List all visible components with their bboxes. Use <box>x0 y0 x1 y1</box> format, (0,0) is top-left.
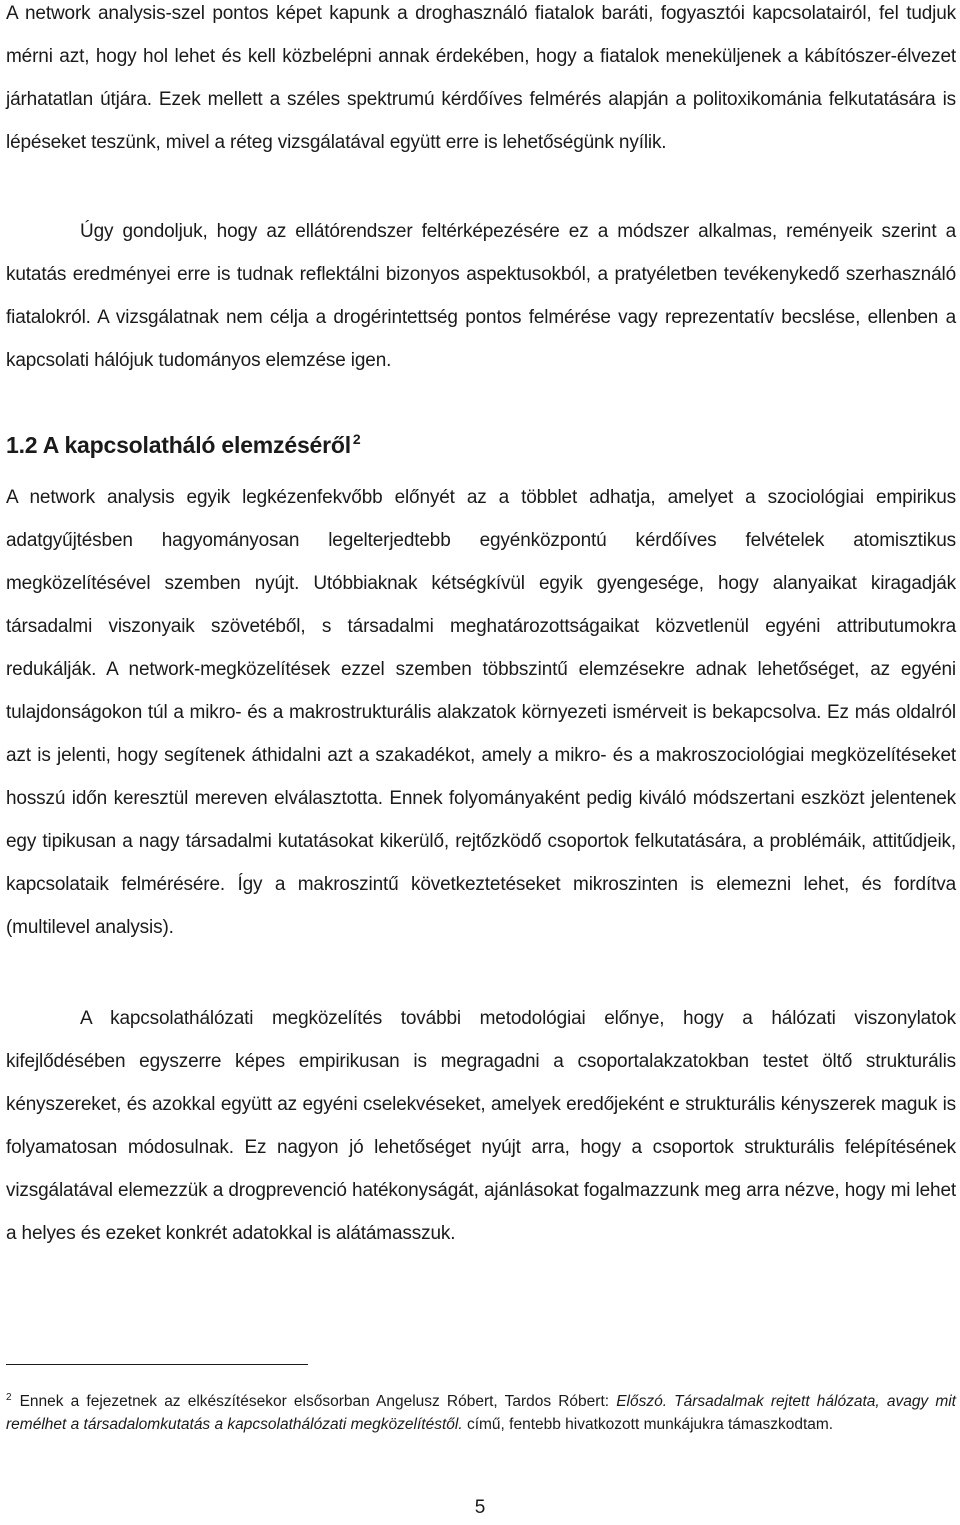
footnote <box>6 1390 956 1436</box>
body-paragraph: A network analysis-szel pontos képet kapunk a droghasználó fiatalok baráti, fogyasztói kapcsolatairól, fel tudjuk mérni azt, hogy hol lehet és kell közbelépni annak érdekében, hogy a fiatalok meneküljenek a kábítószer-élvezet járhatatlan útjára. Ezek mellett a széles spektrumú kérdőíves felmérés alapján a politoxikománia felkutatására is lépéseket teszünk, mivel a réteg vizsgálatával együtt erre is lehetőségünk nyílik. <box>6 3 956 153</box>
section-heading <box>6 425 361 465</box>
body-paragraph: A kapcsolathálózati megközelítés további metodológiai előnye, hogy a hálózati viszonylatok kifejlődésében egyszerre képes empirikusan is megragadni a csoportalakzatokban testet öltő strukturális kényszereket, és azokkal együtt az egyéni cselekvéseket, amelyek eredőjeként e strukturális kényszerek maguk is folyamatosan módosulnak. Ez nagyon jó lehetőséget nyújt arra, hogy a csoportok strukturális felépítésének vizsgálatával elemezzük a drogprevenció hatékonyságát, ajánlásokat fogalmazzunk meg arra nézve, hogy mi lehet a helyes és ezeket konkrét adatokkal is alátámasszuk. <box>6 1008 956 1244</box>
footnote-cited-title: Előszó. Társadalmak rejtett hálózata, avagy mit remélhet a társadalomkutatás a kapcsolathálózati megközelítéstől. <box>6 1393 956 1433</box>
footnote-text: című, fentebb hivatkozott munkájukra támaszkodtam. <box>462 1416 834 1433</box>
footnote-separator <box>6 1364 308 1365</box>
footnote-text: Ennek a fejezetnek az elkészítésekor elsősorban Angelusz Róbert, Tardos Róbert: <box>19 1393 617 1410</box>
footnote-number: 2 <box>6 1391 12 1403</box>
page-number: 5 <box>474 1497 486 1518</box>
footnote-reference: 2 <box>352 431 361 448</box>
body-paragraph: Úgy gondoljuk, hogy az ellátórendszer feltérképezésére ez a módszer alkalmas, reményeik szerint a kutatás eredményei erre is tudnak reflektálni bizonyos aspektusokból, a pratyéletben tevékenykedő szerhasználó fiatalokról. A vizsgálatnak nem célja a drogérintettség pontos felmérése vagy reprezentatív becslése, ellenben a kapcsolati hálójuk tudományos elemzése igen. <box>6 221 956 371</box>
body-paragraph: A network analysis egyik legkézenfekvőbb előnyét az a többlet adhatja, amelyet a szociológiai empirikus adatgyűjtésben hagyományosan legelterjedtebb egyénközpontú kérdőíves felvételek atomisztikus megközelítésével szemben nyújt. Utóbbiaknak kétségkívül egyik gyengesége, hogy alanyaikat kiragadják társadalmi viszonyaik szövetéből, s társadalmi meghatározottságaikat közvetlenül egyéni attributumokra redukálják. A network-megközelítések ezzel szemben többszintű elemzésekre adnak lehetőséget, az egyéni tulajdonságokon túl a mikro- és a makrostrukturális alakzatok környezeti ismérveit is bekapcsolva. Ez más oldalról azt is jelenti, hogy segítenek áthidalni azt a szakadékot, amely a mikro- és a makroszociológiai megközelítéseket hosszú időn keresztül mereven elválasztotta. Ennek folyományaként pedig kiváló módszertani eszközt jelentenek egy tipikusan a nagy társadalmi kutatásokat kikerülő, rejtőzködő csoportok felkutatására, a problémáik, attitűdjeik, kapcsolataik felmérésére. Így a makroszintű következtetéseket mikroszinten is elemezni lehet, és fordítva (multilevel analysis). <box>6 487 956 938</box>
section-heading-text: 1.2 A kapcsolatháló elemzéséről <box>6 432 351 458</box>
